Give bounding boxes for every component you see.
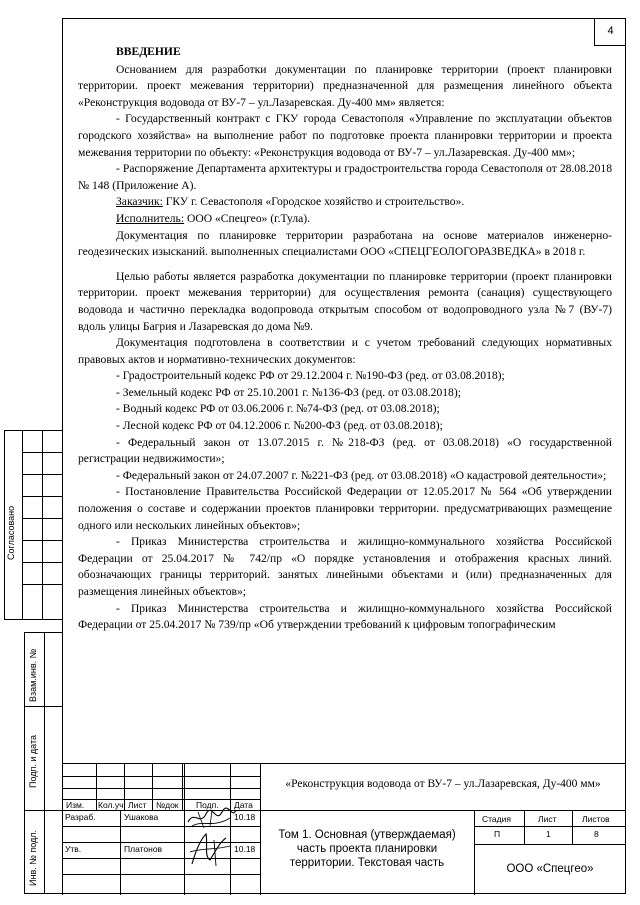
sheets-label: Листов bbox=[582, 814, 610, 824]
document-body bbox=[78, 44, 612, 634]
agreed-label: Согласовано bbox=[6, 505, 16, 560]
list-item: - Федеральный закон от 13.07.2015 г. №218-ФЗ (ред. от 03.08.2018) «О государственной регистрации недвижимости»; bbox=[78, 435, 612, 466]
header-data: Дата bbox=[234, 800, 253, 810]
developer-name: Ушакова bbox=[124, 812, 159, 822]
list-item: - Водный кодекс РФ от 03.06.2006 г. №74-ФЗ (ред. от 03.08.2018); bbox=[116, 402, 440, 416]
sign-date-label: Подп. и дата bbox=[28, 734, 38, 788]
approver-name: Платонов bbox=[124, 844, 163, 854]
stage-value: П bbox=[494, 829, 501, 839]
list-item: - Приказ Министерства строительства и жилищно-коммунального хозяйства Российской Федерации от 25.04.2017 № 739/пр «Об утверждении требований к цифровым топографическим bbox=[78, 601, 612, 632]
stage-label: Стадия bbox=[482, 814, 511, 824]
header-izm: Изм. bbox=[66, 800, 85, 810]
document-title: Том 1. Основная (утверждаемая) часть проекта планировки территории. Текстовая часть bbox=[278, 829, 456, 869]
paragraph: Документация подготовлена в соответствии и с учетом требований следующих нормативных правовых актов и нормативно-технических документов: bbox=[78, 336, 612, 366]
paragraph: Документация по планировке территории разработана на основе материалов инженерно-геодезических изысканий. выполненных специалистами ООО «СПЕЦГЕОЛОГОРАЗВЕДКА» в 2018 г. bbox=[78, 228, 612, 259]
paragraph: Основанием для разработки документации по планировке территории (проект планировки территории. проект межевания территории) предназначенной для размещения линейного объекта «Реконструкция водовода от ВУ-7 – ул.Лазаревская. Ду-400 мм» является: bbox=[78, 62, 612, 109]
title-block bbox=[62, 763, 626, 894]
developer-signature bbox=[184, 804, 238, 832]
list-item: - Земельный кодекс РФ от 25.10.2001 г. №136-ФЗ (ред. от 03.08.2018); bbox=[116, 385, 461, 399]
executor-line bbox=[78, 211, 612, 228]
sheet-label: Лист bbox=[538, 814, 557, 824]
section-title: ВВЕДЕНИЕ bbox=[116, 45, 181, 58]
list-item: - Федеральный закон от 24.07.2007 г. №221-ФЗ (ред. от 03.08.2018) «О кадастровой деятельности»; bbox=[116, 468, 607, 482]
header-ndok: №док bbox=[156, 800, 179, 810]
customer-text: ГКУ г. Севастополя «Городское хозяйство и строительство». bbox=[162, 195, 465, 209]
replace-inventory-label: Взам.инв. № bbox=[28, 648, 38, 702]
paragraph: - Распоряжение Департамента архитектуры и градостроительства города Севастополя от 28.08.2018 № 148 (Приложение А). bbox=[78, 162, 612, 192]
header-list: Лист bbox=[128, 800, 147, 810]
executor-text: ООО «Спецгео» (г.Тула). bbox=[184, 211, 311, 225]
developer-date: 10.18 bbox=[234, 812, 256, 822]
paragraph: Целью работы является разработка документации по планировке территории (проект планировки территории. проект межевания территории) для осуществления ремонта (санация) существующего водовода и частично перекладка водопровода открытым способом от водопроводного узла №7 (ВУ-7) вдоль улицы Багрия и Лазаревская до дома №9. bbox=[78, 269, 612, 333]
organization-name: ООО «Спецгео» bbox=[506, 863, 594, 875]
list-item: - Приказ Министерства строительства и жилищно-коммунального хозяйства Российской Федерации от 25.04.2017 № 742/пр «О порядке установления и отображения красных линий. обозначающих границы территорий. занятых линейными объектами и (или) предназначенных для размещения линейных объектов»; bbox=[78, 535, 612, 598]
executor-label: Исполнитель: bbox=[116, 211, 185, 225]
list-item: - Постановление Правительства Российской Федерации от 12.05.2017 № 564 «Об утверждении положения о составе и содержании проектов планировки территории. предусматривающих размещение одного или нескольких линейных объектов»; bbox=[78, 485, 612, 532]
approver-signature bbox=[186, 830, 234, 870]
list-item: - Лесной кодекс РФ от 04.12.2006 г. №200-ФЗ (ред. от 03.08.2018); bbox=[116, 419, 443, 433]
sheet-value: 1 bbox=[546, 829, 551, 839]
sheets-value: 8 bbox=[594, 829, 599, 839]
original-inventory-label: Инв. № подл. bbox=[28, 829, 38, 886]
paragraph: - Государственный контракт с ГКУ города Севастополя «Управление по эксплуатации объектов городского хозяйства» на выполнение работ по подготовке проекта планировки территории и проекта межевания территории по объекту: «Реконструкция водовода от ВУ-7 – ул.Лазаревская. Ду-400 мм»; bbox=[78, 112, 612, 159]
customer-line bbox=[78, 194, 612, 211]
page-number: 4 bbox=[594, 18, 626, 46]
approver-date: 10.18 bbox=[234, 844, 256, 854]
header-podp: Подп. bbox=[196, 800, 219, 810]
developer-role: Разраб. bbox=[65, 812, 96, 822]
customer-label: Заказчик: bbox=[116, 195, 163, 209]
approver-role: Утв. bbox=[65, 844, 82, 854]
object-title: «Реконструкция водовода от ВУ-7 – ул.Лазаревская, Ду-400 мм» bbox=[285, 778, 601, 790]
list-item: - Градостроительный кодекс РФ от 29.12.2004 г. №190-ФЗ (ред. от 03.08.2018); bbox=[116, 369, 505, 383]
header-kol: Кол.уч bbox=[98, 800, 124, 810]
